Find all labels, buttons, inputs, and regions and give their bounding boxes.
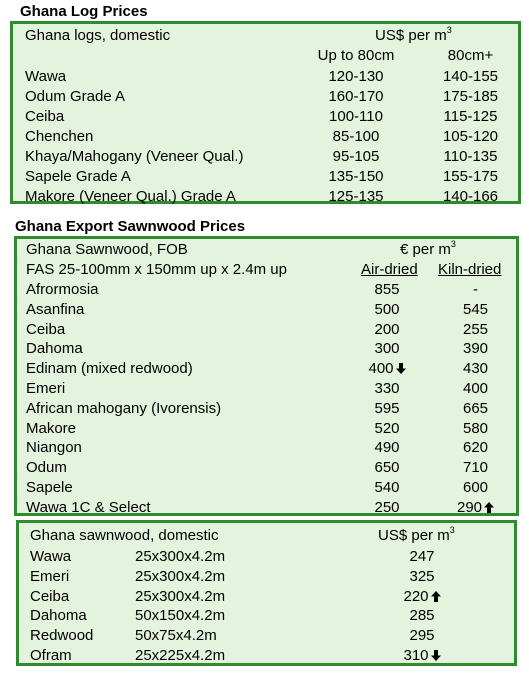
log-unit-header: US$ per $m^3$ xyxy=(375,25,452,44)
board-size: 50x150x4.2m xyxy=(135,607,226,625)
species-name: Khaya/Mahogany (Veneer Qual.) xyxy=(25,148,244,165)
price-value: 295 xyxy=(409,627,435,645)
price-kiln-dried xyxy=(438,320,513,340)
price-80cm-plus: 175-185 xyxy=(442,88,499,105)
species-name: Sapele Grade A xyxy=(25,168,131,185)
species-name: Ceiba xyxy=(30,587,70,605)
domestic-price xyxy=(387,547,457,567)
species-name: Emeri xyxy=(30,567,70,585)
table-row xyxy=(17,419,516,439)
export-spec: FAS 25-100mm x 150mm up x 2.4m up xyxy=(26,261,287,278)
price-value: 200 xyxy=(374,320,400,338)
table-row xyxy=(17,458,516,478)
species-name: Ofram xyxy=(30,647,72,664)
arrow-down-icon xyxy=(431,650,441,661)
price-value: 650 xyxy=(374,459,400,477)
export-prices-title: Ghana Export Sawnwood Prices xyxy=(15,218,246,235)
table-row xyxy=(17,379,516,399)
species-name: Afrormosia xyxy=(26,281,99,298)
price-80cm-plus: 140-155 xyxy=(442,68,499,85)
table-row xyxy=(17,438,516,458)
species-name: Wawa xyxy=(25,68,67,85)
price-80cm-plus: 140-166 xyxy=(442,188,499,205)
species-name: Ceiba xyxy=(25,108,65,125)
species-name: Sapele xyxy=(26,479,73,496)
domestic-table-header: Ghana sawnwood, domestic xyxy=(30,527,219,544)
price-value: 665 xyxy=(462,399,489,417)
price-kiln-dried xyxy=(438,419,513,439)
price-kiln-dried xyxy=(438,339,513,359)
table-row xyxy=(17,399,516,419)
price-value: 220 xyxy=(403,587,429,605)
domestic-price xyxy=(387,626,457,646)
price-up-to-80cm: 160-170 xyxy=(328,88,384,105)
table-row xyxy=(13,187,518,207)
price-value: - xyxy=(473,281,478,298)
price-kiln-dried xyxy=(438,379,513,399)
price-air-dried xyxy=(352,339,422,359)
table-row xyxy=(19,606,514,626)
price-value: 580 xyxy=(462,419,489,437)
price-80cm-plus: 155-175 xyxy=(442,168,499,185)
price-kiln-dried xyxy=(438,458,513,478)
species-name: Dahoma xyxy=(30,607,87,625)
price-value: 250 xyxy=(374,498,400,516)
export-table-header: Ghana Sawnwood, FOB xyxy=(26,241,188,258)
species-name: African mahogany (Ivorensis) xyxy=(26,399,222,417)
price-value: 430 xyxy=(462,360,489,378)
log-prices-table xyxy=(10,21,521,204)
arrow-up-icon xyxy=(431,591,441,602)
species-name: Dahoma xyxy=(26,340,83,358)
domestic-prices-table xyxy=(16,520,517,666)
price-value: 300 xyxy=(374,340,400,358)
species-name: Redwood xyxy=(30,627,94,645)
price-value: 710 xyxy=(462,459,489,477)
board-size: 25x300x4.2m xyxy=(135,567,226,585)
price-value: 325 xyxy=(409,567,435,585)
species-name: Makore (Veneer Qual.) Grade A xyxy=(25,188,236,205)
species-name: Chenchen xyxy=(25,128,94,145)
price-value: 290 xyxy=(456,498,483,516)
table-row xyxy=(13,87,518,107)
price-up-to-80cm: 85-100 xyxy=(332,128,380,145)
table-row xyxy=(17,359,516,379)
price-air-dried xyxy=(352,300,422,320)
domestic-price xyxy=(387,567,457,587)
price-value: 600 xyxy=(462,479,489,496)
table-row xyxy=(13,167,518,187)
log-prices-title: Ghana Log Prices xyxy=(20,3,148,20)
export-prices-table xyxy=(14,236,519,516)
table-row xyxy=(17,498,516,518)
price-air-dried xyxy=(352,478,422,498)
price-value: 490 xyxy=(374,439,400,457)
species-name: Wawa 1C & Select xyxy=(26,498,151,516)
export-col-air-dried: Air-dried xyxy=(361,261,418,278)
price-kiln-dried xyxy=(438,478,513,498)
price-value: 545 xyxy=(462,300,489,318)
price-air-dried xyxy=(352,399,422,419)
arrow-up-icon xyxy=(484,502,494,513)
price-kiln-dried xyxy=(438,359,513,379)
domestic-price xyxy=(387,606,457,626)
price-air-dried xyxy=(352,359,422,379)
export-col-kiln-dried: Kiln-dried xyxy=(438,261,502,278)
price-value: 595 xyxy=(374,399,400,417)
table-row xyxy=(13,107,518,127)
table-row xyxy=(19,587,514,607)
table-row xyxy=(13,147,518,167)
species-name: Wawa xyxy=(30,548,72,565)
board-size: 25x300x4.2m xyxy=(135,587,226,605)
price-kiln-dried xyxy=(438,280,513,300)
price-value: 540 xyxy=(374,479,400,496)
price-value: 520 xyxy=(374,419,400,437)
price-kiln-dried xyxy=(438,399,513,419)
price-kiln-dried xyxy=(438,438,513,458)
table-row xyxy=(19,626,514,646)
price-80cm-plus: 115-125 xyxy=(443,108,498,125)
log-col-80cm-plus: 80cm+ xyxy=(447,47,494,64)
table-row xyxy=(17,339,516,359)
price-value: 310 xyxy=(403,647,429,664)
price-up-to-80cm: 120-130 xyxy=(328,68,384,85)
price-air-dried xyxy=(352,320,422,340)
board-size: 50x75x4.2m xyxy=(135,627,217,645)
table-row xyxy=(17,320,516,340)
table-row xyxy=(17,280,516,300)
species-name: Makore xyxy=(26,419,77,437)
price-value: 400 xyxy=(368,360,394,378)
table-row xyxy=(19,646,514,666)
table-row xyxy=(13,67,518,87)
arrow-down-icon xyxy=(396,363,406,374)
price-value: 247 xyxy=(409,548,435,565)
price-value: 330 xyxy=(374,380,400,397)
price-kiln-dried xyxy=(438,300,513,320)
domestic-price xyxy=(387,646,457,666)
log-table-header: Ghana logs, domestic xyxy=(25,27,171,44)
price-value: 255 xyxy=(462,320,489,338)
price-air-dried xyxy=(352,419,422,439)
price-value: 400 xyxy=(462,380,489,397)
table-row xyxy=(13,127,518,147)
price-up-to-80cm: 100-110 xyxy=(329,108,383,125)
price-80cm-plus: 110-135 xyxy=(443,148,498,165)
price-value: 855 xyxy=(374,281,400,298)
table-row xyxy=(17,478,516,498)
log-col-up-to-80cm: Up to 80cm xyxy=(317,47,395,64)
price-air-dried xyxy=(352,458,422,478)
price-up-to-80cm: 135-150 xyxy=(328,168,384,185)
board-size: 25x300x4.2m xyxy=(135,548,226,565)
table-row xyxy=(19,567,514,587)
price-kiln-dried xyxy=(438,498,513,518)
price-air-dried xyxy=(352,438,422,458)
species-name: Odum Grade A xyxy=(25,88,126,105)
table-row xyxy=(17,300,516,320)
price-air-dried xyxy=(352,280,422,300)
table-row xyxy=(19,547,514,567)
price-value: 620 xyxy=(462,439,489,457)
domestic-unit-header: US$ per $m^3$ xyxy=(378,525,455,544)
price-value: 500 xyxy=(374,300,400,318)
board-size: 25x225x4.2m xyxy=(135,647,226,664)
price-value: 285 xyxy=(409,607,435,625)
domestic-price xyxy=(387,587,457,607)
price-up-to-80cm: 95-105 xyxy=(332,148,380,165)
price-air-dried xyxy=(352,498,422,518)
species-name: Asanfina xyxy=(26,300,85,318)
species-name: Emeri xyxy=(26,380,66,397)
price-up-to-80cm: 125-135 xyxy=(328,188,384,205)
species-name: Edinam (mixed redwood) xyxy=(26,360,193,378)
export-unit-header: € per $m^3$ xyxy=(400,239,456,258)
species-name: Odum xyxy=(26,459,67,477)
price-air-dried xyxy=(352,379,422,399)
species-name: Ceiba xyxy=(26,320,66,338)
price-80cm-plus: 105-120 xyxy=(442,128,499,145)
price-value: 390 xyxy=(462,340,489,358)
species-name: Niangon xyxy=(26,439,82,457)
